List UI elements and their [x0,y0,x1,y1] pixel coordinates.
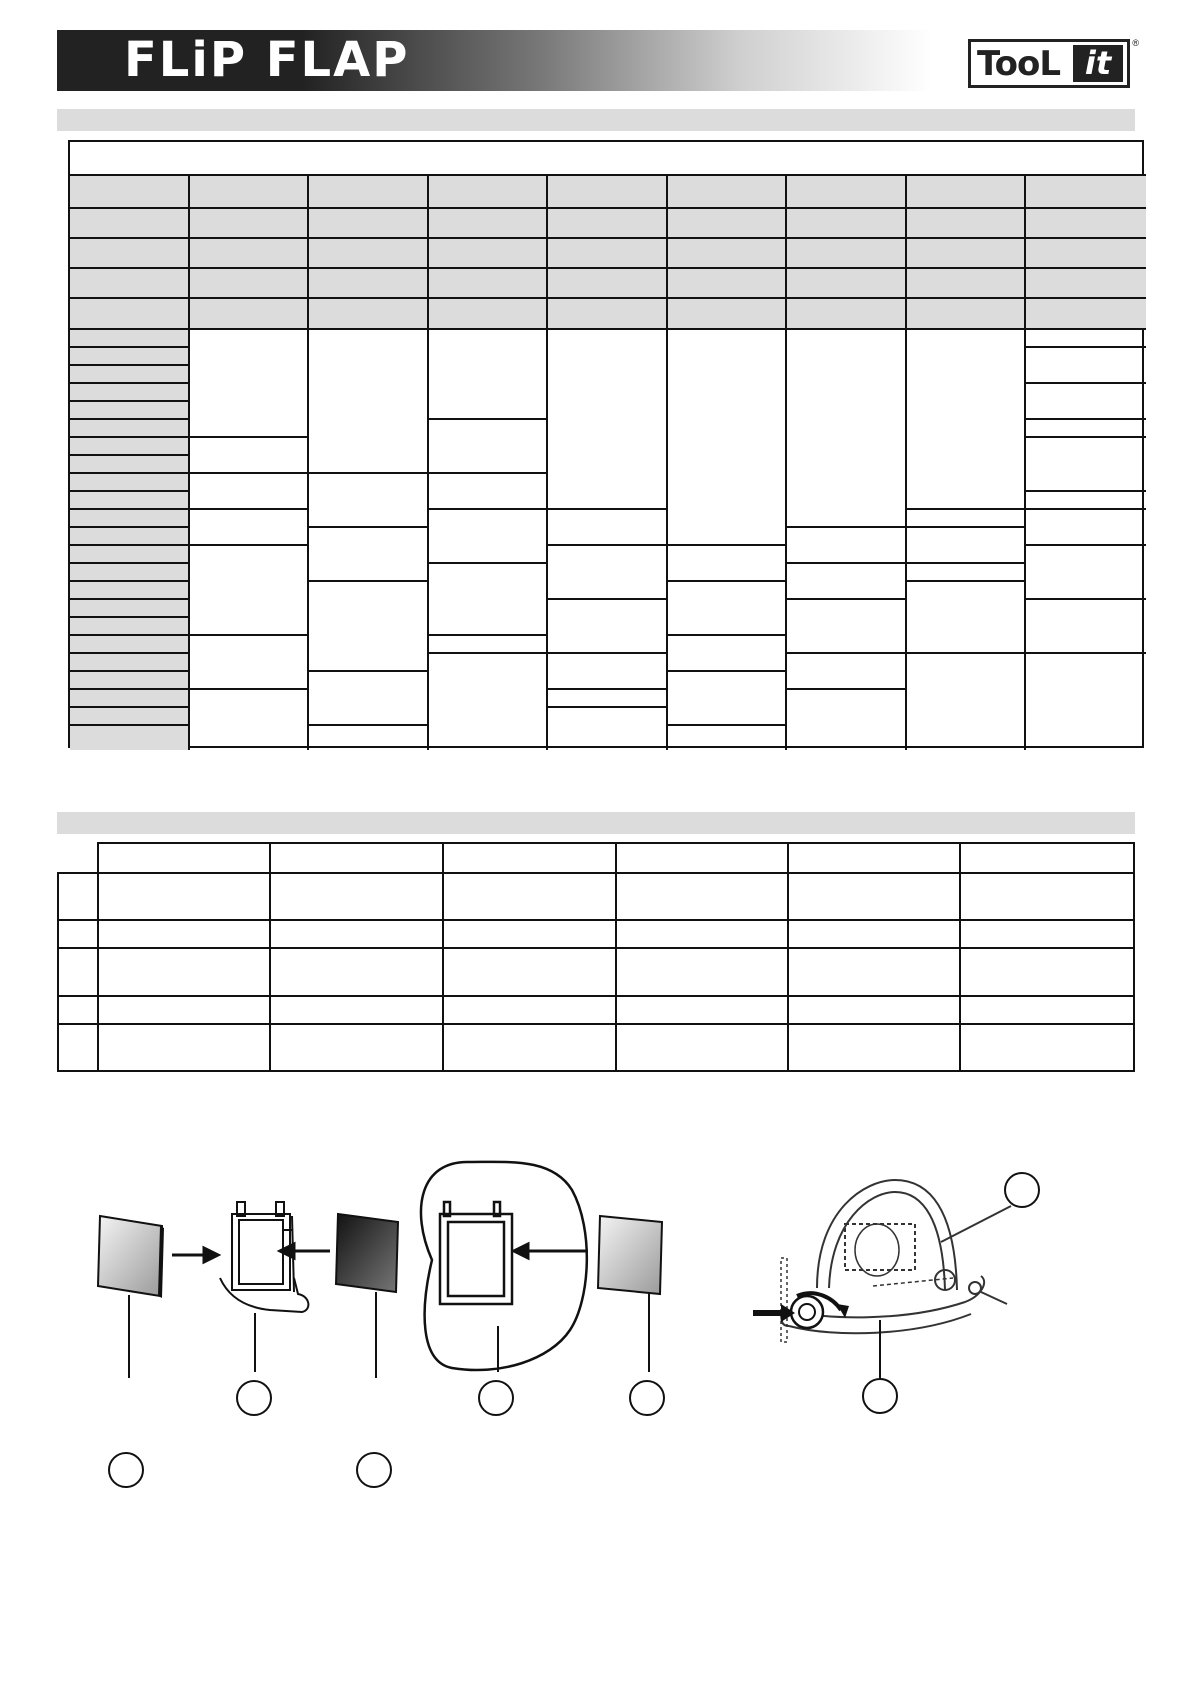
shade-table-header-cells [70,176,1146,750]
push-arrow-icon [753,1304,795,1322]
callout-circle-lens-holder [236,1380,272,1416]
outer-lens-icon [98,1216,164,1298]
callout-circle-headband [1004,1172,1040,1208]
parts-table [57,842,1135,1072]
inner-lens-icon [598,1216,662,1294]
parts-table-grid [57,842,1135,1072]
helmet-shell-icon [421,1162,587,1370]
brand-logo-accent-box [1073,45,1123,82]
assembly-illustration [80,1150,680,1480]
headgear-diagram [745,1170,1045,1430]
header-banner [57,30,932,91]
brand-logo-text: TooL [977,44,1061,84]
product-title: FLiP FLAP [124,32,410,88]
ratchet-knob-icon [791,1293,849,1328]
section-bar-parts [57,812,1135,834]
callout-circle-filter-lens [356,1452,392,1488]
shade-guide-grid [70,142,1146,750]
filter-lens-icon [336,1214,398,1292]
callout-circle-helmet-shell [478,1380,514,1416]
callout-circle-outer-lens [108,1452,144,1488]
assembly-diagram [80,1150,680,1480]
callout-circle-inner-lens [629,1380,665,1416]
brand-logo [968,38,1139,88]
arrow-right-icon [172,1248,218,1262]
brand-logo-accent: it [1084,44,1112,82]
arrow-left-icon [280,1244,330,1258]
callout-circle-ratchet [862,1378,898,1414]
section-bar-shade-guide [57,109,1135,131]
arrow-left-icon-2 [514,1244,588,1258]
registered-mark: ® [1132,38,1139,48]
shade-guide-table [68,140,1144,748]
